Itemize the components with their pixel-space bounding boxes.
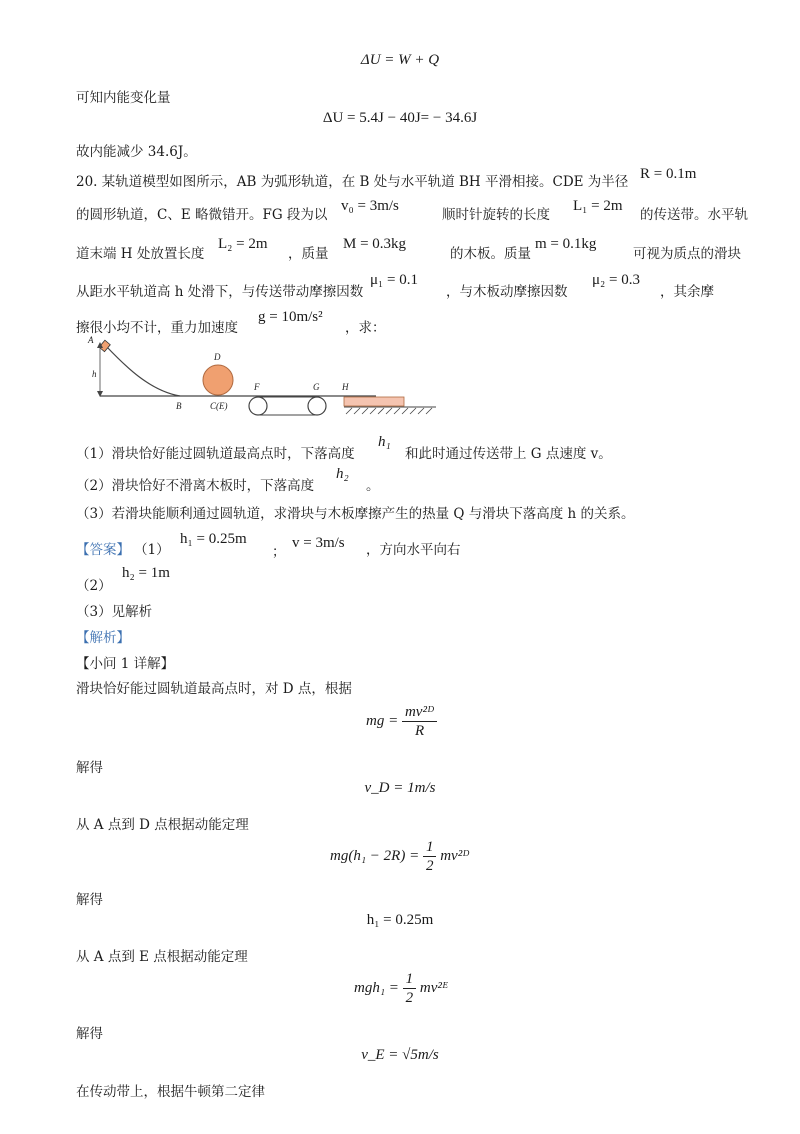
- question-20-line3b: ，质量: [288, 246, 329, 262]
- question-20-line2c: 的传送带。水平轨: [640, 207, 748, 223]
- answer-1-h1: h₁ = 0.25m: [180, 531, 247, 547]
- solve-label-1: 解得: [76, 760, 103, 776]
- question-20-line5b: ，求：: [345, 320, 386, 336]
- equation-energy-ae: mgh₁ = $\frac{1}{2}$ mv²ᴱ: [354, 971, 449, 1006]
- question-20-line4c: ，其余摩: [660, 284, 714, 300]
- equation-first-law: ΔU = W + Q: [360, 52, 440, 68]
- formula-h2: h₂: [336, 466, 349, 482]
- sub-question-2b: 。: [366, 478, 380, 494]
- question-20-line2b: 顺时针旋转的长度: [442, 207, 550, 223]
- label-b: B: [176, 401, 182, 411]
- answer-3: （3）见解析: [76, 604, 153, 620]
- equation-h1: h₁ = 0.25m: [366, 912, 434, 928]
- formula-h1: h₁: [378, 434, 391, 450]
- text-line: 故内能减少 34.6J。: [76, 144, 197, 160]
- formula-l1: L₁ = 2m: [573, 198, 623, 214]
- sub-question-1a: （1）滑块恰好能过圆轨道最高点时，下落高度: [76, 446, 355, 462]
- question-20-line5a: 擦很小均不计，重力加速度: [76, 320, 238, 336]
- solve-label-2: 解得: [76, 892, 103, 908]
- label-hh: H: [342, 382, 349, 392]
- question-20-line1: 20. 某轨道模型如图所示，AB 为弧形轨道，在 B 处与水平轨道 BH 平滑相接。CDE 为半径: [76, 174, 629, 190]
- analysis-text-2: 从 A 点到 D 点根据动能定理: [76, 817, 249, 833]
- label-a: A: [88, 336, 94, 345]
- equation-centripetal: mg = $\frac{\text{mv²ᴰ}}{R}$: [366, 703, 437, 740]
- sub-heading-1: 【小问 1 详解】: [76, 656, 175, 672]
- answer-1-sep: ；: [272, 544, 286, 560]
- analysis-tag: 【解析】: [76, 630, 130, 646]
- question-20-line4a: 从距水平轨道高 h 处滑下，与传送带动摩擦因数: [76, 284, 364, 300]
- label-d: D: [214, 352, 221, 362]
- roller-g: [308, 397, 326, 415]
- question-20-line4b: ，与木板动摩擦因数: [446, 284, 568, 300]
- label-f: F: [254, 382, 260, 392]
- formula-l2: L₂ = 2m: [218, 236, 268, 252]
- formula-mu2: μ₂ = 0.3: [592, 272, 640, 288]
- wood-board: [344, 397, 404, 406]
- label-h: h: [92, 369, 97, 379]
- analysis-text-1: 滑块恰好能过圆轨道最高点时，对 D 点，根据: [76, 681, 352, 697]
- question-20-line3c: 的木板。质量: [450, 246, 531, 262]
- ground-hatch: [346, 408, 432, 414]
- equation-delta-u: ΔU = 5.4J − 40J= − 34.6J: [322, 110, 478, 126]
- formula-g: g = 10m/s²: [258, 309, 323, 325]
- question-20-line3d: 可视为质点的滑块: [633, 246, 741, 262]
- text-line: 可知内能变化量: [76, 90, 171, 106]
- formula-m-board: M = 0.3kg: [343, 236, 407, 252]
- question-20-line2a: 的圆形轨道，C、E 略微错开。FG 段为以: [76, 207, 328, 223]
- roller-f: [249, 397, 267, 415]
- equation-ve: v_E = √5m/s: [361, 1047, 439, 1063]
- label-g: G: [313, 382, 320, 392]
- analysis-text-4: 在传动带上，根据牛顿第二定律: [76, 1084, 265, 1100]
- track-diagram: [80, 336, 450, 420]
- answer-1-direction: ，方向水平向右: [366, 542, 461, 558]
- arc-track: [106, 346, 180, 396]
- answer-2-label: （2）: [76, 578, 112, 594]
- question-20-line3a: 道末端 H 处放置长度: [76, 246, 205, 262]
- answer-tag: 【答案】: [76, 542, 130, 558]
- formula-v0: v₀ = 3m/s: [341, 198, 399, 214]
- label-ce: C(E): [210, 401, 228, 411]
- sub-question-2a: （2）滑块恰好不滑离木板时，下落高度: [76, 478, 315, 494]
- answer-1-v: v = 3m/s: [292, 535, 345, 551]
- solve-label-3: 解得: [76, 1026, 103, 1042]
- sub-question-1b: 和此时通过传送带上 G 点速度 v。: [405, 446, 612, 462]
- sub-question-3: （3）若滑块能顺利通过圆轨道，求滑块与木板摩擦产生的热量 Q 与滑块下落高度 h 的关系。: [76, 506, 635, 522]
- analysis-text-3: 从 A 点到 E 点根据动能定理: [76, 949, 248, 965]
- equation-energy-ad: mg(h₁ − 2R) = $\frac{1}{2}$ mv²ᴰ: [330, 839, 470, 874]
- answer-2-h2: h₂ = 1m: [122, 565, 170, 581]
- formula-m-slider: m = 0.1kg: [535, 236, 597, 252]
- formula-radius: R = 0.1m: [640, 166, 697, 182]
- circular-track: [203, 365, 233, 395]
- equation-vd: v_D = 1m/s: [364, 780, 436, 796]
- answer-1-label: （1）: [134, 542, 170, 558]
- formula-mu1: μ₁ = 0.1: [370, 272, 418, 288]
